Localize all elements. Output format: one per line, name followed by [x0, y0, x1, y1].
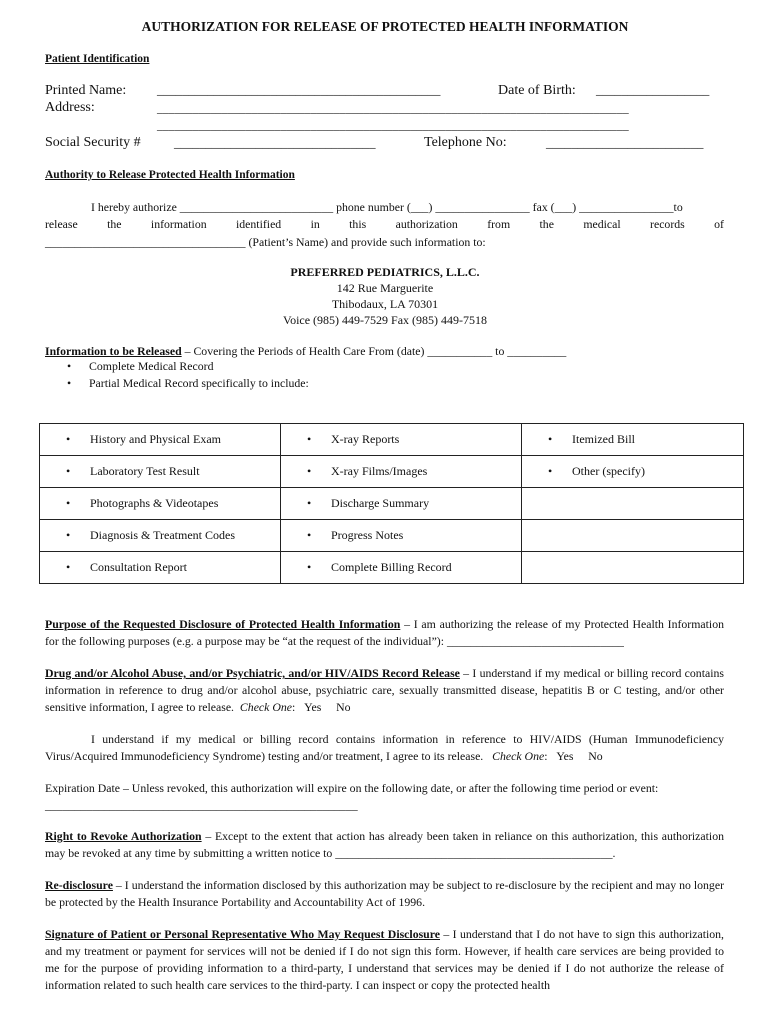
telephone-field[interactable]: _________________________ — [546, 136, 704, 150]
option-complete-record[interactable] — [67, 359, 213, 374]
authority-word: in — [310, 217, 320, 231]
bullet-icon: • — [66, 464, 71, 478]
hiv-check-label: Check One — [492, 749, 545, 763]
expiration-field[interactable]: _____________________________________________________ — [45, 798, 358, 812]
drug-no-option[interactable]: No — [336, 700, 351, 714]
ssn-label: Social Security # — [45, 135, 141, 150]
provider-name: PREFERRED PEDIATRICS, L.L.C. — [290, 265, 480, 279]
ssn-field[interactable]: ________________________________ — [174, 136, 376, 150]
option-label: Partial Medical Record specifically to include: — [89, 376, 309, 390]
redisclosure-paragraph — [45, 877, 724, 911]
bullet-icon: • — [548, 464, 553, 478]
provider-street: 142 Rue Marguerite — [336, 281, 434, 295]
authority-word: records — [650, 217, 685, 231]
printed-name-label: Printed Name: — [45, 83, 127, 98]
record-item-label: Other (specify) — [572, 464, 645, 478]
table-cell[interactable] — [281, 520, 522, 552]
table-cell[interactable] — [522, 456, 744, 488]
record-item-label: Photographs & Videotapes — [90, 496, 219, 510]
table-cell[interactable] — [40, 488, 281, 520]
authority-word: identified — [236, 217, 282, 231]
record-item-label: History and Physical Exam — [90, 432, 221, 446]
record-item-label: Laboratory Test Result — [90, 464, 200, 478]
table-row — [40, 424, 744, 456]
redisclosure-text: – I understand the information disclosed by this authorization may be subject to re-disclosure by the recipient and may no longer be protected by the Health Insurance Portability and Accountability Act of 1996. — [45, 878, 724, 909]
authority-word: of — [714, 217, 724, 231]
info-release-text[interactable]: – Covering the Periods of Health Care From (date) ___________ to __________ — [181, 344, 567, 358]
purpose-paragraph — [45, 616, 724, 650]
bullet-icon: • — [66, 496, 71, 510]
date-of-birth-field[interactable]: __________________ — [596, 83, 710, 97]
expiration-paragraph — [45, 780, 724, 814]
option-label: Complete Medical Record — [89, 359, 214, 373]
authority-line-2 — [45, 217, 724, 232]
table-cell[interactable] — [40, 424, 281, 456]
table-row — [40, 456, 744, 488]
expiration-text: Expiration Date – Unless revoked, this authorization will expire on the following date, or after the following time period or event: — [45, 781, 659, 795]
authority-word: the — [107, 217, 122, 231]
authority-line-1[interactable]: I hereby authorize __________________________ phone number (___) ________________ fax (___) ________________to — [91, 200, 683, 214]
record-item-label: X-ray Reports — [331, 432, 400, 446]
drug-check-label: Check One — [239, 700, 292, 714]
table-cell — [522, 552, 744, 584]
table-cell[interactable] — [40, 456, 281, 488]
purpose-heading: Purpose of the Requested Disclosure of Protected Health Information — [45, 617, 401, 631]
patient-section-heading: Patient Identification — [45, 53, 150, 65]
address-field-line-1[interactable]: ________________________________________________________________________________ — [157, 102, 629, 115]
signature-heading: Signature of Patient or Personal Representative Who May Request Disclosure — [45, 927, 441, 941]
hiv-paragraph: I understand if my medical or billing record contains information in reference to HIV/AIDS (Human Immunodeficiency Virus/Acquired Immunodeficiency Syndrome) testing and/or treatment, I agree to its release. Check One: Yes No — [45, 732, 724, 763]
record-item-label: Progress Notes — [331, 528, 404, 542]
bullet-icon: • — [307, 528, 312, 542]
hiv-yes-option[interactable]: Yes — [556, 749, 574, 763]
authority-word: from — [487, 217, 511, 231]
bullet-icon: • — [307, 432, 312, 446]
bullet-icon: • — [307, 496, 312, 510]
authority-word: medical — [583, 217, 621, 231]
authority-line-3[interactable]: __________________________________ (Patient’s Name) and provide such information to: — [45, 235, 486, 249]
table-cell — [522, 488, 744, 520]
drug-yes-option[interactable]: Yes — [304, 700, 322, 714]
table-cell[interactable] — [281, 424, 522, 456]
info-release-line — [45, 344, 566, 359]
provider-city: Thibodaux, LA 70301 — [331, 297, 439, 311]
signature-paragraph — [45, 926, 724, 994]
address-label: Address: — [45, 100, 95, 115]
table-cell[interactable] — [281, 456, 522, 488]
bullet-icon: • — [307, 560, 312, 574]
hiv-text: I understand if my medical or billing record contains information in reference to HIV/AIDS (Human Immunodeficiency Virus/Acquired Immunodeficiency Syndrome) testing and/or treatment, I agree to its release. — [45, 732, 724, 763]
printed-name-field[interactable]: _____________________________________________ — [157, 83, 441, 97]
provider-phones: Voice (985) 449-7529 Fax (985) 449-7518 — [282, 313, 488, 327]
bullet-icon: • — [66, 432, 71, 446]
info-release-heading: Information to be Released — [45, 344, 182, 358]
signature-text: – I understand that I do not have to sign this authorization, and my treatment or payment for services will not be denied if I do not sign this form. However, if health care services are being provided to me for the purpose of providing information to a third-party, I understand that services may be denied if I do not authorize the release of information related to such health care services to the third-party. I can inspect or copy the protected health — [45, 927, 725, 992]
purpose-text[interactable]: – I am authorizing the release of my Protected Health Information for the following purposes (e.g. a purpose may be “at the request of the individual”): ______________________________ — [45, 617, 724, 648]
authority-word: the — [539, 217, 554, 231]
record-item-label: Discharge Summary — [331, 496, 430, 510]
bullet-icon: • — [66, 528, 71, 542]
table-cell[interactable] — [281, 552, 522, 584]
table-cell — [522, 520, 744, 552]
authority-word: authorization — [395, 217, 458, 231]
option-partial-record[interactable] — [67, 376, 309, 391]
telephone-label: Telephone No: — [424, 135, 507, 150]
bullet-icon: • — [67, 376, 72, 390]
bullet-icon: • — [548, 432, 553, 446]
table-cell[interactable] — [281, 488, 522, 520]
table-cell[interactable] — [40, 552, 281, 584]
authority-word: information — [150, 217, 207, 231]
redisclosure-heading: Re-disclosure — [45, 878, 113, 892]
record-items-table — [39, 423, 744, 584]
drug-text: – I understand if my medical or billing record contains information in reference to drug and/or alcohol abuse, psychiatric care, sexually transmitted disease, hepatitis B or C testing, and/or other sensitive information, I agree to release. — [45, 666, 724, 714]
record-item-label: Itemized Bill — [572, 432, 635, 446]
authority-word: this — [349, 217, 367, 231]
authority-word: release — [45, 217, 78, 231]
bullet-icon: • — [66, 560, 71, 574]
revoke-paragraph — [45, 828, 724, 862]
address-field-line-2[interactable]: ________________________________________________________________________________ — [157, 119, 629, 132]
date-of-birth-label: Date of Birth: — [498, 83, 576, 98]
revoke-heading: Right to Revoke Authorization — [45, 829, 202, 843]
table-cell[interactable] — [522, 424, 744, 456]
record-item-label: Diagnosis & Treatment Codes — [90, 528, 236, 542]
bullet-icon: • — [67, 359, 72, 373]
table-row — [40, 488, 744, 520]
record-item-label: Complete Billing Record — [331, 560, 452, 574]
bullet-icon: • — [307, 464, 312, 478]
table-cell[interactable] — [40, 520, 281, 552]
authority-section-heading: Authority to Release Protected Health Information — [45, 169, 295, 181]
drug-heading: Drug and/or Alcohol Abuse, and/or Psychiatric, and/or HIV/AIDS Record Release — [45, 666, 460, 680]
drug-paragraph: Drug and/or Alcohol Abuse, and/or Psychiatric, and/or HIV/AIDS Record Release – I understand if my medical or billing record contains information in reference to drug and/or alcohol abuse, psychiatric care, sexually transmitted disease, hepatitis B or C testing, and/or other sensitive information, I agree to release. Check One: Yes No — [45, 666, 724, 714]
table-row — [40, 520, 744, 552]
record-item-label: Consultation Report — [90, 560, 187, 574]
table-row — [40, 552, 744, 584]
form-title: AUTHORIZATION FOR RELEASE OF PROTECTED HEALTH INFORMATION — [141, 19, 629, 34]
revoke-text[interactable]: – Except to the extent that action has already been taken in reliance on this authorization, this authorization may be revoked at any time by submitting a written notice to _______________________________________________. — [45, 829, 725, 860]
hiv-no-option[interactable]: No — [588, 749, 603, 763]
record-item-label: X-ray Films/Images — [331, 464, 428, 478]
